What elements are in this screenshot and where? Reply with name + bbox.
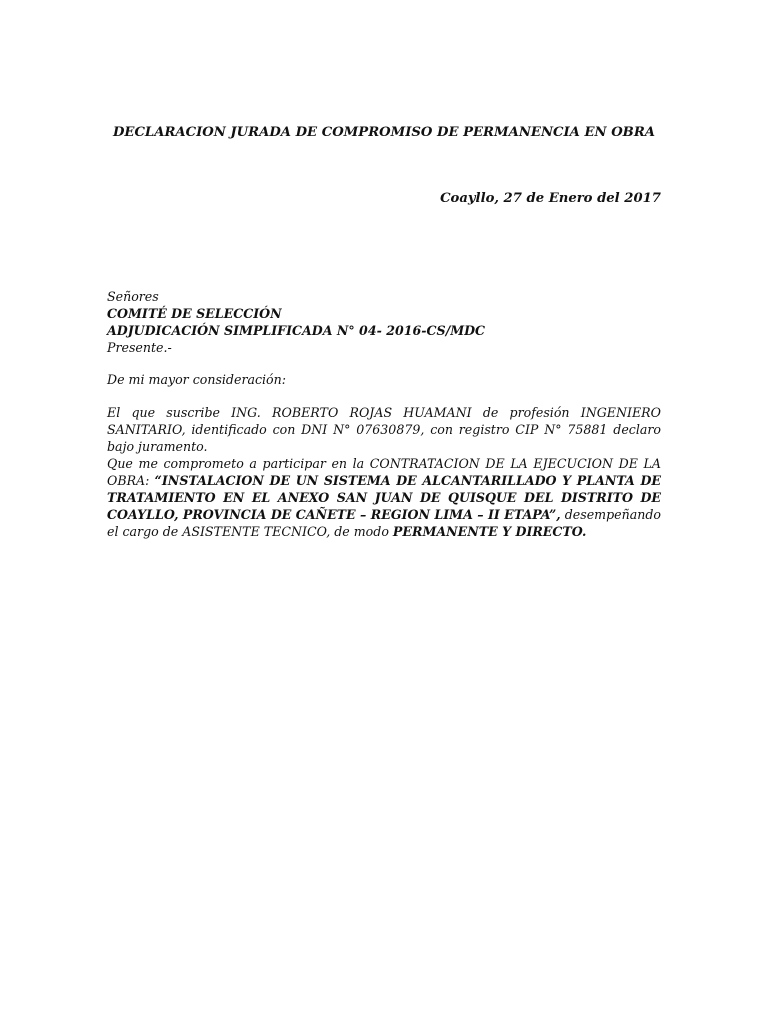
procurement-reference: ADJUDICACIÓN SIMPLIFICADA N° 04- 2016-CS/MDC (107, 323, 486, 338)
presente-line: Presente.- (107, 340, 172, 355)
addressee-block (107, 288, 485, 356)
committee-name: COMITÉ DE SELECCIÓN (107, 306, 282, 321)
project-name: “INSTALACION DE UN SISTEMA DE ALCANTARILLADO Y PLANTA DE TRATAMIENTO EN EL ANEXO SAN JUAN DE QUISQUE DEL DISTRITO DE COAYLLO, PROVINCIA DE CAÑETE – REGION LIMA – II ETAPA”, (107, 473, 661, 522)
commitment-closing: PERMANENTE Y DIRECTO. (392, 524, 587, 539)
declaration-paragraph: El que suscribe ING. ROBERTO ROJAS HUAMANI de profesión INGENIERO SANITARIO, identificado con DNI N° 07630879, con registro CIP N° 75881 declaro bajo juramento. (107, 405, 661, 454)
document-date: Coayllo, 27 de Enero del 2017 (440, 191, 661, 206)
commitment-paragraph (107, 455, 661, 540)
commitment-role: desempeñando el cargo de ASISTENTE TECNICO, de modo (107, 507, 661, 539)
salutation: Señores (107, 289, 159, 304)
document-title: DECLARACION JURADA DE COMPROMISO DE PERMANENCIA EN OBRA (112, 125, 656, 140)
commitment-intro: Que me comprometo a participar en la CONTRATACION DE LA EJECUCION DE LA OBRA: (107, 456, 661, 488)
greeting: De mi mayor consideración: (107, 372, 286, 387)
